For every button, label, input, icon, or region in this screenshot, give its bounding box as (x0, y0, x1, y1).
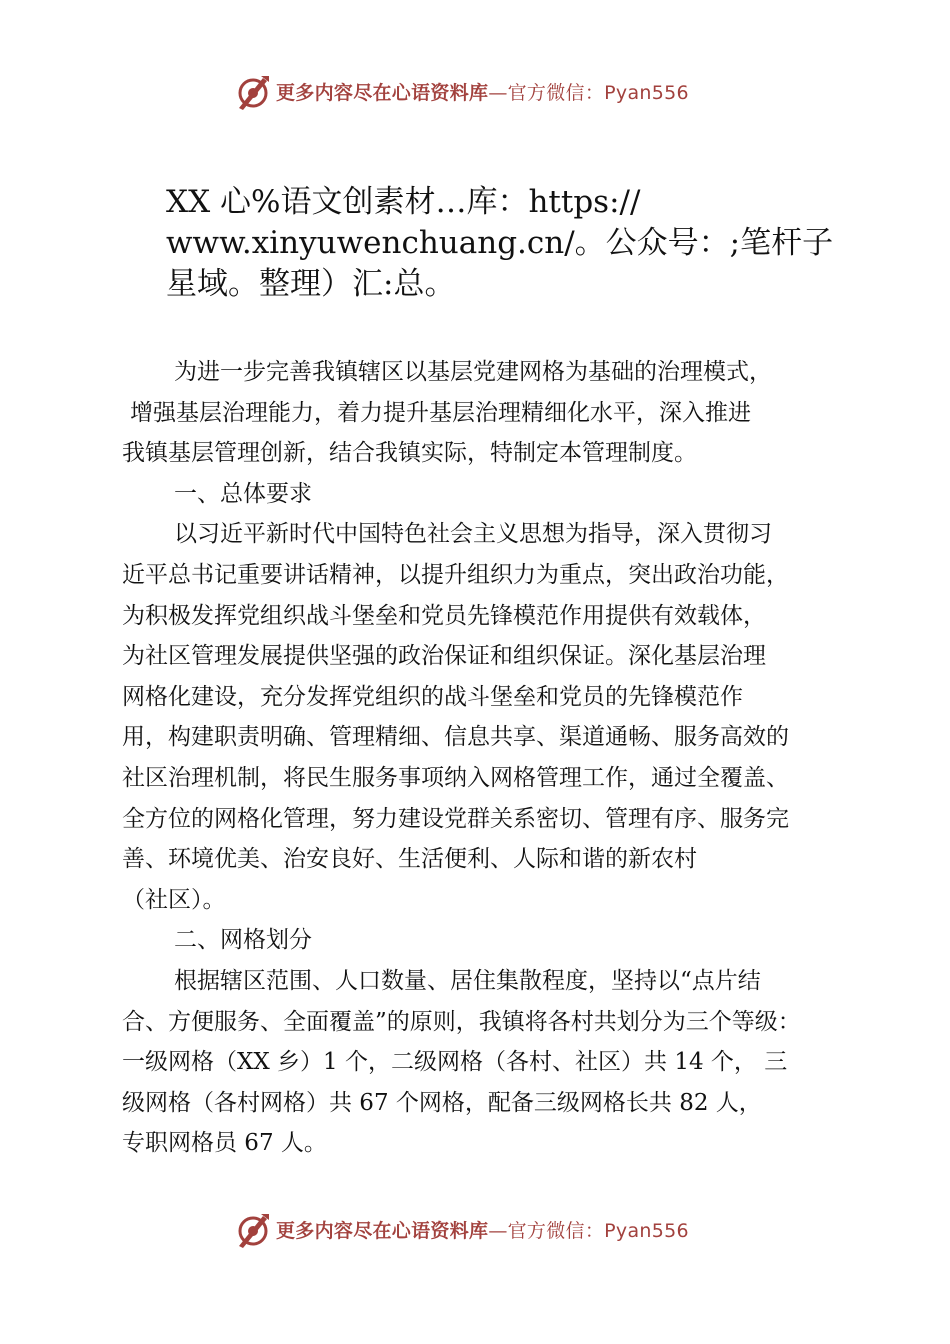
banner-wechat-id: Pyan556 (604, 82, 689, 104)
footer-banner (0, 1210, 950, 1250)
paragraph-line: 根据辖区范围、人口数量、居住集散程度，坚持以“点片结 (174, 967, 761, 994)
paragraph-line: （社区）。 (122, 886, 226, 913)
paragraph-line: 近平总书记重要讲话精神，以提升组织力为重点，突出政治功能， (122, 561, 789, 588)
banner-wechat-id: Pyan556 (604, 1220, 689, 1242)
paragraph-line: 一级网格（XX 乡）1 个，二级网格（各村、社区）共 14 个， 三 (122, 1049, 788, 1076)
banner-main-text: 更多内容尽在心语资料库 (276, 82, 489, 104)
quill-seal-icon (233, 1210, 273, 1250)
banner-text (276, 78, 689, 105)
section-heading: 二、网格划分 (174, 927, 312, 954)
banner-main-text: 更多内容尽在心语资料库 (276, 1220, 489, 1242)
paragraph-line: 我镇基层管理创新，结合我镇实际，特制定本管理制度。 (122, 440, 697, 467)
paragraph-line: 善、环境优美、治安良好、生活便利、人际和谐的新农村 (122, 846, 697, 873)
banner-text (276, 1216, 689, 1243)
paragraph-line: 用，构建职责明确、管理精细、信息共享、渠道通畅、服务高效的 (122, 724, 789, 751)
banner-separator: — (488, 82, 508, 104)
paragraph-line: 为积极发挥党组织战斗堡垒和党员先锋模范作用提供有效载体， (122, 602, 766, 629)
banner-wechat-label: 官方微信： (507, 1220, 605, 1242)
paragraph-line: 级网格（各村网格）共 67 个网格，配备三级网格长共 82 人， (122, 1089, 762, 1116)
document-title: XX 心%语文创素材…库：https:// www.xinyuwenchuang.cn/。公众号：;笔杆子星域。整理）汇:总。 (166, 184, 834, 302)
paragraph-line: 专职网格员 67 人。 (122, 1130, 327, 1157)
paragraph-line: 以习近平新时代中国特色社会主义思想为指导，深入贯彻习 (174, 521, 772, 548)
section-heading: 一、总体要求 (174, 480, 312, 507)
banner-wechat-label: 官方微信： (507, 82, 605, 104)
paragraph-line: 社区治理机制，将民生服务事项纳入网格管理工作，通过全覆盖、 (122, 764, 789, 791)
paragraph-line: 合、方便服务、全面覆盖”的原则，我镇将各村共划分为三个等级： (122, 1008, 801, 1035)
paragraph-line: 全方位的网格化管理，努力建设党群关系密切、管理有序、服务完 (122, 805, 789, 832)
quill-seal-icon (233, 72, 273, 112)
banner-separator: — (488, 1220, 508, 1242)
header-banner (0, 72, 950, 112)
paragraph-line: 为进一步完善我镇辖区以基层党建网格为基础的治理模式， (174, 359, 772, 385)
document-body (122, 352, 846, 1164)
paragraph-line: 网格化建设，充分发挥党组织的战斗堡垒和党员的先锋模范作 (122, 683, 743, 710)
paragraph-line: 为社区管理发展提供坚强的政治保证和组织保证。深化基层治理 (122, 643, 766, 670)
paragraph-line: 增强基层治理能力，着力提升基层治理精细化水平，深入推进 (130, 399, 751, 426)
